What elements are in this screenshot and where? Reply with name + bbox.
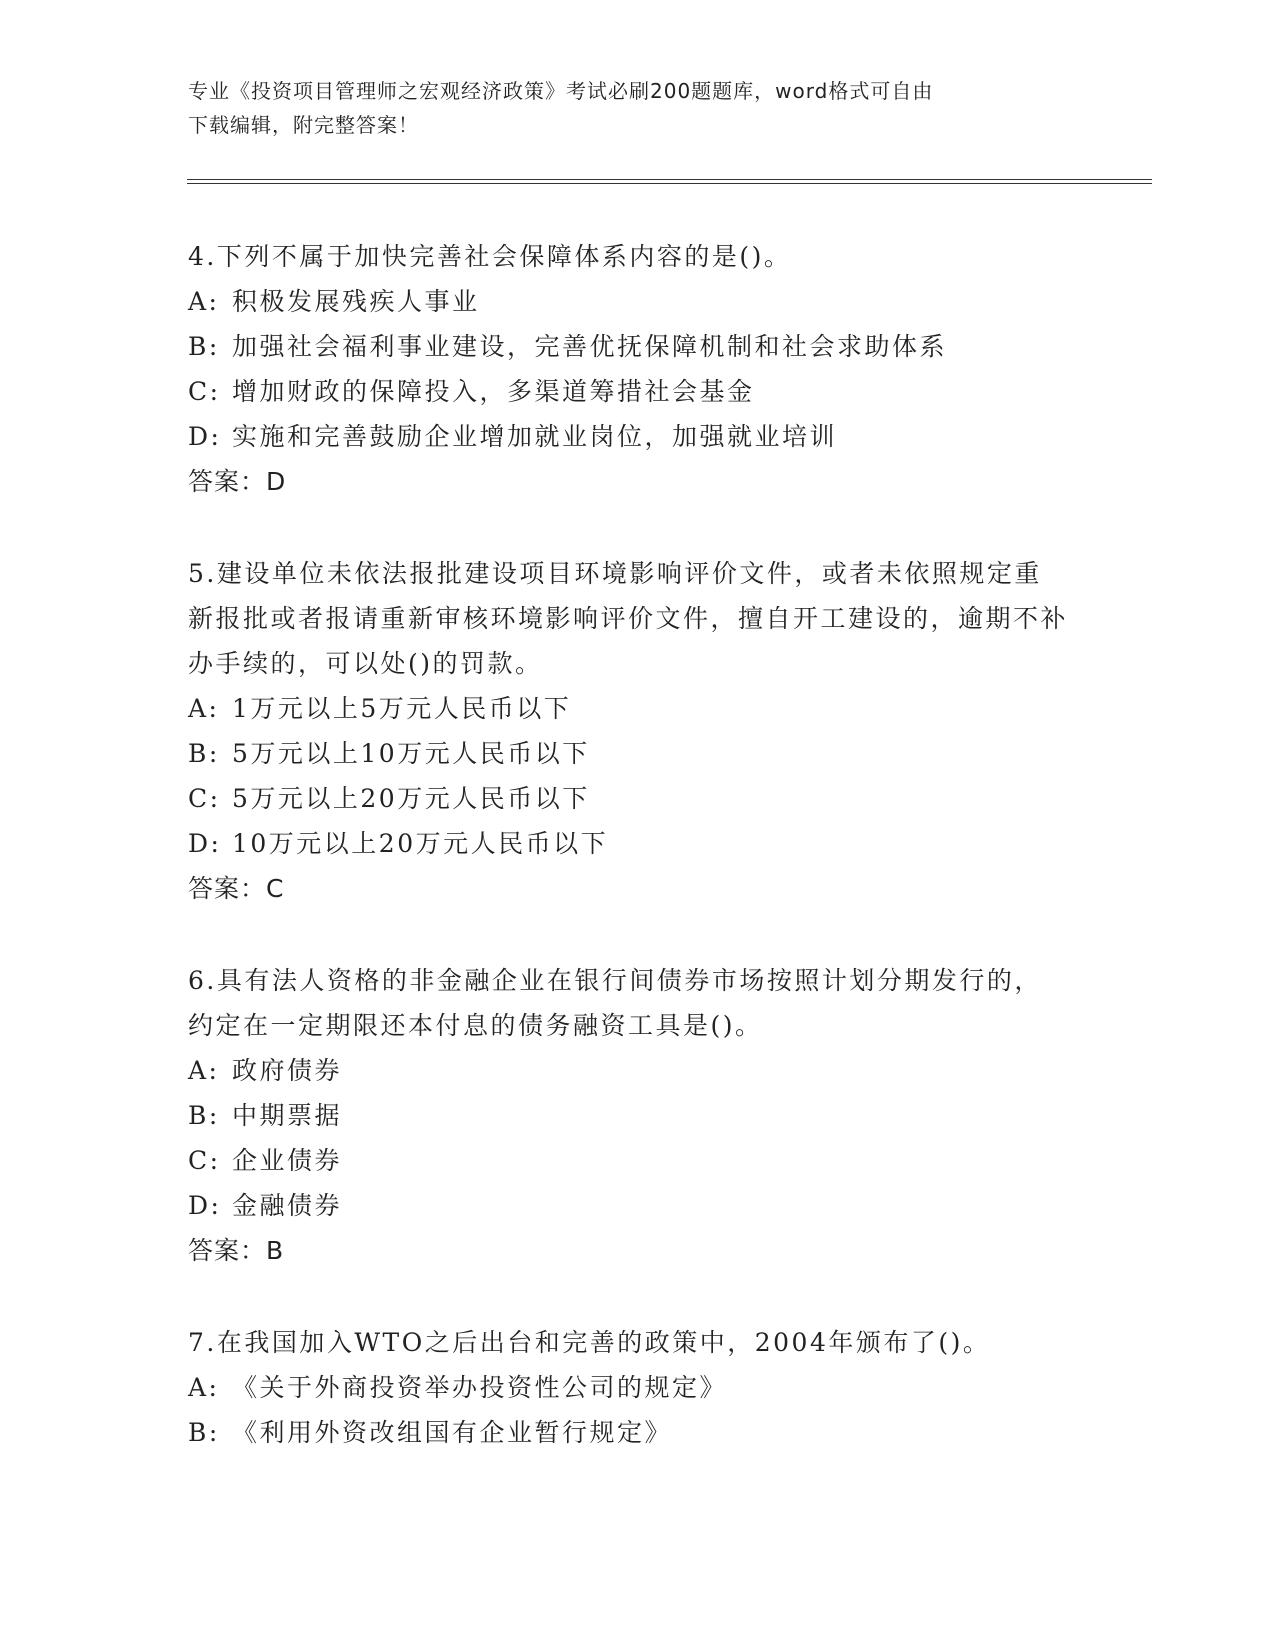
header-line-1: 专业《投资项目管理师之宏观经济政策》考试必刷200题题库，word格式可自由: [188, 79, 934, 103]
option-text: 5万元以上10万元人民币以下: [232, 739, 590, 768]
option-letter: C:: [188, 784, 221, 813]
option-c: [188, 776, 1068, 821]
option-text: 《利用外资改组国有企业暂行规定》: [232, 1418, 673, 1447]
option-letter: C:: [188, 1146, 221, 1175]
option-c: [188, 1138, 1068, 1183]
header-line-2: 下载编辑，附完整答案！: [188, 113, 419, 137]
option-b: [188, 324, 1068, 369]
option-text: 《关于外商投资举办投资性公司的规定》: [232, 1373, 728, 1402]
option-d: [188, 414, 1068, 459]
option-text: 5万元以上20万元人民币以下: [232, 784, 590, 813]
option-text: 加强社会福利事业建设，完善优抚保障机制和社会求助体系: [232, 332, 948, 361]
question-6: [188, 958, 1068, 1273]
answer-line: 答案：C: [188, 874, 285, 903]
option-c: [188, 369, 1068, 414]
question-7: [188, 1320, 1068, 1455]
option-letter: A:: [188, 1373, 220, 1402]
option-b: [188, 1093, 1068, 1138]
option-letter: B:: [188, 739, 220, 768]
option-a: [188, 279, 1068, 324]
option-text: 实施和完善鼓励企业增加就业岗位，加强就业培训: [232, 422, 838, 451]
answer-line: 答案：D: [188, 467, 287, 496]
option-a: [188, 1365, 1068, 1410]
option-letter: D:: [188, 422, 222, 451]
header-divider-top: [187, 179, 1152, 180]
option-a: [188, 1048, 1068, 1093]
option-text: 中期票据: [232, 1101, 343, 1130]
document-header: [188, 74, 1068, 142]
option-text: 积极发展残疾人事业: [232, 287, 480, 316]
option-letter: A:: [188, 287, 220, 316]
question-5: [188, 551, 1068, 911]
option-b: [188, 731, 1068, 776]
question-text: 6.具有法人资格的非金融企业在银行间债券市场按照计划分期发行的，约定在一定期限还本付息的债务融资工具是()。: [188, 966, 1042, 1040]
option-b: [188, 1410, 1068, 1455]
option-letter: B:: [188, 1101, 220, 1130]
option-text: 1万元以上5万元人民币以下: [232, 694, 572, 723]
question-text: 7.在我国加入WTO之后出台和完善的政策中，2004年颁布了()。: [188, 1328, 991, 1357]
option-text: 政府债券: [232, 1056, 343, 1085]
option-letter: A:: [188, 694, 220, 723]
option-text: 金融债券: [232, 1191, 343, 1220]
option-letter: D:: [188, 829, 222, 858]
option-text: 增加财政的保障投入，多渠道筹措社会基金: [232, 377, 755, 406]
header-divider-bottom: [187, 183, 1152, 184]
question-text: 4.下列不属于加快完善社会保障体系内容的是()。: [188, 242, 792, 271]
option-letter: C:: [188, 377, 221, 406]
option-letter: B:: [188, 1418, 220, 1447]
option-text: 企业债券: [232, 1146, 343, 1175]
option-a: [188, 686, 1068, 731]
option-letter: A:: [188, 1056, 220, 1085]
option-d: [188, 821, 1068, 866]
option-letter: B:: [188, 332, 220, 361]
question-text: 5.建设单位未依法报批建设项目环境影响评价文件，或者未依照规定重新报批或者报请重新审核环境影响评价文件，擅自开工建设的，逾期不补办手续的，可以处()的罚款。: [188, 559, 1069, 678]
question-4: [188, 234, 1068, 504]
option-d: [188, 1183, 1068, 1228]
answer-line: 答案：B: [188, 1236, 285, 1265]
option-text: 10万元以上20万元人民币以下: [232, 829, 609, 858]
option-letter: D:: [188, 1191, 222, 1220]
question-list: [188, 234, 1068, 1502]
